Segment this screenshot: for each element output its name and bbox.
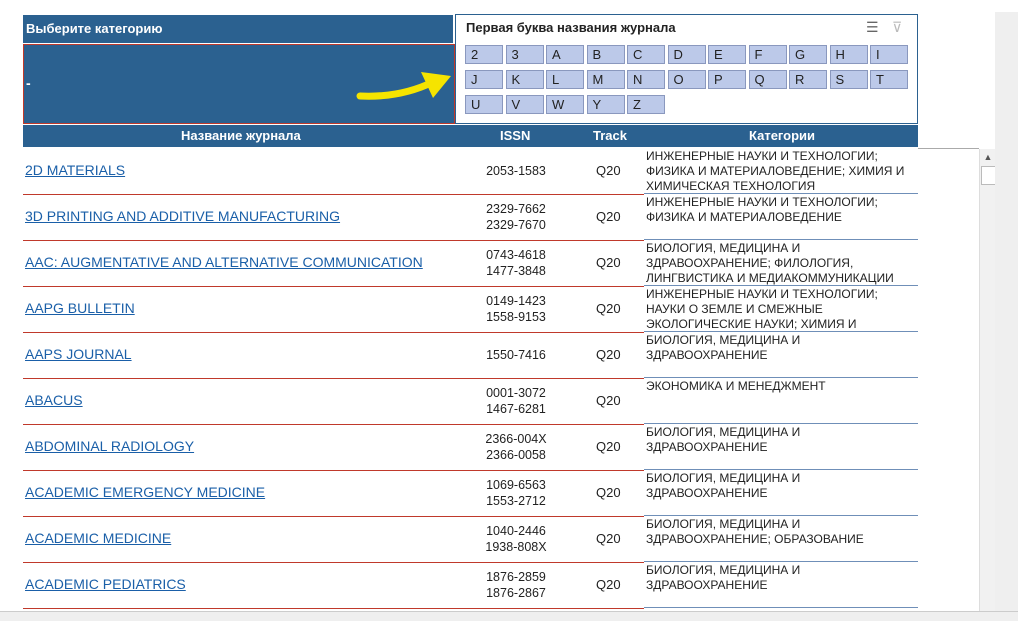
journal-link[interactable]: ACADEMIC EMERGENCY MEDICINE (25, 484, 266, 500)
issn-print: 0149-1423 (486, 294, 546, 308)
issn-cell (478, 523, 554, 555)
table-row (0, 516, 1018, 562)
category-separator (644, 607, 918, 608)
letter-button[interactable]: 2 (465, 45, 503, 64)
letter-button[interactable]: I (870, 45, 908, 64)
issn-print: 1040-2446 (486, 524, 546, 538)
letter-button[interactable]: F (749, 45, 787, 64)
yellow-arrow-icon (355, 68, 455, 108)
letter-button[interactable]: P (708, 70, 746, 89)
category-cell: ИНЖЕНЕРНЫЕ НАУКИ И ТЕХНОЛОГИИ; ФИЗИКА И МАТЕРИАЛОВЕДЕНИЕ (646, 195, 878, 224)
issn-online: 1553-2712 (486, 494, 546, 508)
category-cell: БИОЛОГИЯ, МЕДИЦИНА И ЗДРАВООХРАНЕНИЕ (646, 333, 801, 362)
issn-online: 1938-808X (485, 540, 547, 554)
journal-link[interactable]: ACADEMIC PEDIATRICS (25, 576, 186, 592)
letter-button[interactable]: B (587, 45, 625, 64)
journal-link[interactable]: ACADEMIC MEDICINE (25, 530, 172, 546)
journal-link[interactable]: AAPS JOURNAL (25, 346, 132, 362)
letter-button[interactable]: N (627, 70, 665, 89)
issn-print: 2366-004X (485, 432, 547, 446)
journal-link[interactable]: 2D MATERIALS (25, 162, 126, 178)
track-cell: Q20 (596, 577, 621, 592)
journal-link[interactable]: 3D PRINTING AND ADDITIVE MANUFACTURING (25, 208, 341, 224)
table-row (0, 562, 1018, 608)
table-header (23, 125, 918, 147)
track-cell: Q20 (596, 347, 621, 362)
letter-button[interactable]: S (830, 70, 868, 89)
letter-button[interactable]: C (627, 45, 665, 64)
table-row (0, 332, 1018, 378)
table-row (0, 194, 1018, 240)
issn-print: 0743-4618 (486, 248, 546, 262)
table-row (0, 240, 1018, 286)
scroll-up-icon[interactable]: ▲ (983, 152, 993, 162)
track-cell: Q20 (596, 301, 621, 316)
letter-button[interactable]: E (708, 45, 746, 64)
category-cell: БИОЛОГИЯ, МЕДИЦИНА И ЗДРАВООХРАНЕНИЕ; ОБРАЗОВАНИЕ (646, 517, 864, 546)
issn-cell (478, 293, 554, 325)
letter-button[interactable]: G (789, 45, 827, 64)
issn-cell (478, 247, 554, 279)
issn-online: 1467-6281 (486, 402, 546, 416)
letter-button[interactable]: O (668, 70, 706, 89)
issn-cell (478, 569, 554, 601)
issn-online: 1876-2867 (486, 586, 546, 600)
letter-button[interactable]: J (465, 70, 503, 89)
category-cell: БИОЛОГИЯ, МЕДИЦИНА И ЗДРАВООХРАНЕНИЕ (646, 471, 801, 500)
issn-print: 2329-7662 (486, 202, 546, 216)
letter-button[interactable]: U (465, 95, 503, 114)
issn-cell (478, 163, 554, 179)
issn-cell (478, 431, 554, 463)
issn-cell (478, 477, 554, 509)
category-cell: ИНЖЕНЕРНЫЕ НАУКИ И ТЕХНОЛОГИИ; НАУКИ О ЗЕМЛЕ И СМЕЖНЫЕ ЭКОЛОГИЧЕСКИЕ НАУКИ; ХИМИЯ И (646, 287, 878, 331)
table-row (0, 470, 1018, 516)
letter-button[interactable]: A (546, 45, 584, 64)
journal-link[interactable]: AAC: AUGMENTATIVE AND ALTERNATIVE COMMUNICATION (25, 254, 423, 270)
track-cell: Q20 (596, 209, 621, 224)
issn-online: 2366-0058 (486, 448, 546, 462)
header-name: Название журнала (181, 128, 301, 143)
track-cell: Q20 (596, 531, 621, 546)
category-cell: БИОЛОГИЯ, МЕДИЦИНА И ЗДРАВООХРАНЕНИЕ (646, 425, 801, 454)
letter-button[interactable]: 3 (506, 45, 544, 64)
issn-print: 0001-3072 (486, 386, 546, 400)
category-cell: БИОЛОГИЯ, МЕДИЦИНА И ЗДРАВООХРАНЕНИЕ (646, 563, 801, 592)
issn-online: 1558-9153 (486, 310, 546, 324)
category-cell: ЭКОНОМИКА И МЕНЕДЖМЕНТ (646, 379, 826, 393)
category-value: - (26, 75, 31, 91)
letter-button[interactable]: V (506, 95, 544, 114)
letter-button[interactable]: L (546, 70, 584, 89)
issn-print: 1876-2859 (486, 570, 546, 584)
letter-slicer-title: Первая буква названия журнала (466, 20, 676, 35)
table-row (0, 148, 1018, 194)
category-cell: ИНЖЕНЕРНЫЕ НАУКИ И ТЕХНОЛОГИИ; ФИЗИКА И МАТЕРИАЛОВЕДЕНИЕ; ХИМИЯ И ХИМИЧЕСКАЯ ТЕХНОЛОГИЯ (646, 149, 905, 193)
row-separator (23, 608, 644, 609)
track-cell: Q20 (596, 163, 621, 178)
letter-slicer (455, 14, 918, 124)
letter-button[interactable]: W (546, 95, 584, 114)
letter-button[interactable]: M (587, 70, 625, 89)
letter-button[interactable]: Z (627, 95, 665, 114)
letter-button[interactable]: Q (749, 70, 787, 89)
scroll-thumb[interactable] (981, 166, 996, 185)
letter-button[interactable]: D (668, 45, 706, 64)
issn-cell (478, 201, 554, 233)
letter-button[interactable]: K (506, 70, 544, 89)
journal-link[interactable]: ABACUS (25, 392, 83, 408)
header-category: Категории (749, 128, 816, 143)
issn-print: 1550-7416 (486, 348, 546, 362)
issn-print: 1069-6563 (486, 478, 546, 492)
letter-button[interactable]: R (789, 70, 827, 89)
multi-select-icon[interactable]: ☰ (866, 19, 879, 35)
issn-print: 2053-1583 (486, 164, 546, 178)
right-margin (995, 12, 1018, 612)
table-row (0, 424, 1018, 470)
vertical-scrollbar[interactable] (979, 149, 996, 611)
header-issn: ISSN (500, 128, 531, 143)
track-cell: Q20 (596, 485, 621, 500)
letter-button[interactable]: Y (587, 95, 625, 114)
category-header: Выберите категорию (23, 15, 453, 43)
letter-button[interactable]: H (830, 45, 868, 64)
category-cell: БИОЛОГИЯ, МЕДИЦИНА И ЗДРАВООХРАНЕНИЕ; ФИЛОЛОГИЯ, ЛИНГВИСТИКА И МЕДИАКОММУНИКАЦИИ (646, 241, 894, 285)
clear-filter-icon[interactable]: ⊽ (892, 19, 903, 35)
track-cell: Q20 (596, 393, 621, 408)
issn-cell (478, 385, 554, 417)
table-row (0, 378, 1018, 424)
journal-link[interactable]: AAPG BULLETIN (25, 300, 135, 316)
letter-button[interactable]: T (870, 70, 908, 89)
issn-online: 2329-7670 (486, 218, 546, 232)
track-cell: Q20 (596, 255, 621, 270)
issn-cell (478, 347, 554, 363)
header-track: Track (593, 128, 627, 143)
table-row (0, 286, 1018, 332)
journal-link[interactable]: ABDOMINAL RADIOLOGY (25, 438, 195, 454)
track-cell: Q20 (596, 439, 621, 454)
issn-online: 1477-3848 (486, 264, 546, 278)
